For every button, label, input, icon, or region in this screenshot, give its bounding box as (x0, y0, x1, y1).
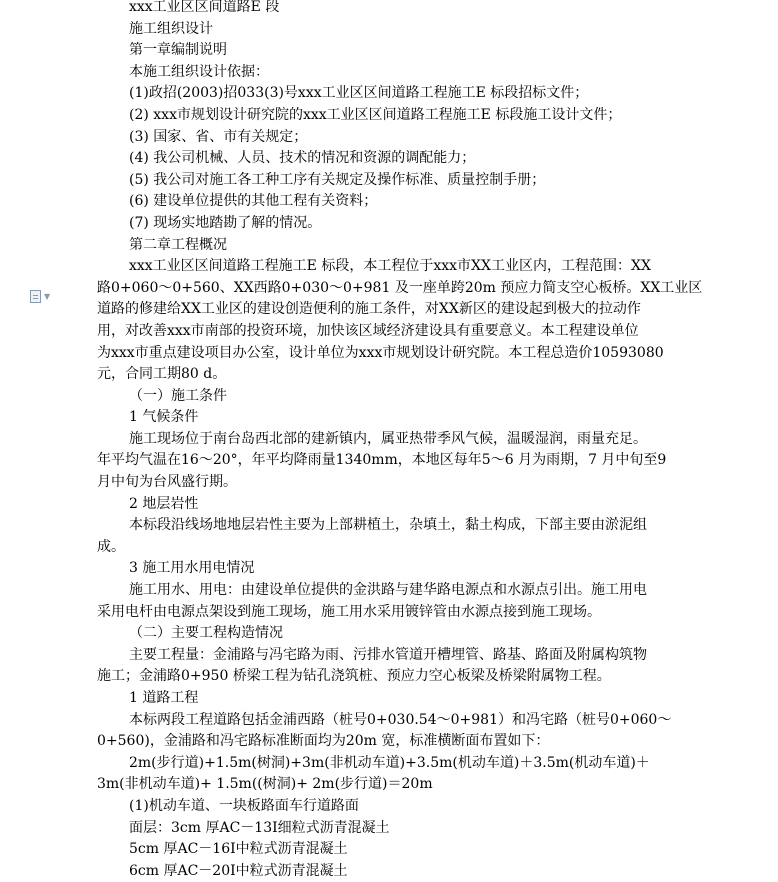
document-body (97, 0, 717, 882)
text-line: 第二章工程概况 (129, 236, 227, 253)
text-line: （二）主要工程构造情况 (129, 625, 283, 642)
text-line: 6cm 厚AC－20Ⅰ中粒式沥青混凝土 (129, 862, 348, 879)
text-line: (2) xxx市规划设计研究院的xxx工业区区间道路工程施工E 标段施工设计文件； (129, 106, 622, 123)
text-line: (4) 我公司机械、人员、技术的情况和资源的调配能力； (129, 150, 476, 167)
chevron-down-icon: ▼ (44, 291, 51, 301)
text-line: 第一章编制说明 (129, 42, 227, 59)
text-line: (7) 现场实地踏勘了解的情况。 (129, 214, 322, 231)
text-line: 用，对改善xxx市南部的投资环境，加快该区域经济建设具有重要意义。本工程建设单位 (97, 322, 639, 339)
text-line: 5cm 厚AC－16Ⅰ中粒式沥青混凝土 (129, 841, 348, 858)
text-line: 2 地层岩性 (129, 495, 199, 512)
text-line: 元，合同工期80 d。 (97, 366, 227, 383)
text-line: 1 气候条件 (129, 409, 199, 426)
document-icon (30, 290, 41, 303)
text-line: 本标段沿线场地地层岩性主要为上部耕植土，杂填土，黏土构成，下部主要由淤泥组 (129, 517, 647, 534)
text-line: 0+560)，金浦路和冯宅路标准断面均为20m 宽，标准横断面布置如下： (97, 733, 550, 750)
text-line: (1)机动车道、一块板路面车行道路面 (129, 797, 359, 814)
text-line: 本施工组织设计依据： (129, 63, 269, 80)
text-line: 施工组织设计 (129, 20, 213, 37)
text-line: 2m(步行道)+1.5m(树洞)+3m(非机动车道)+3.5m(机动车道)＋3.5m(机动车道)＋ (129, 754, 650, 771)
paragraph-options-marker[interactable] (30, 290, 50, 303)
text-line: 3 施工用水用电情况 (129, 560, 255, 577)
text-line: xxx工业区区间道路工程施工E 标段，本工程位于xxx市XX工业区内，工程范围：XX (129, 258, 651, 275)
text-line: 施工；金浦路0+950 桥梁工程为钻孔浇筑桩、预应力空心板梁及桥梁附属物工程。 (97, 668, 611, 685)
text-line: 为xxx市重点建设项目办公室，设计单位为xxx市规划设计研究院。本工程总造价10593080 (97, 344, 664, 361)
text-line: 主要工程量：金浦路与冯宅路为雨、污排水管道开槽埋管、路基、路面及附属构筑物 (129, 646, 647, 663)
text-line: (5) 我公司对施工各工种工序有关规定及操作标准、质量控制手册； (129, 171, 546, 188)
text-line: 年平均气温在16～20°，年平均降雨量1340mm，本地区每年5～6 月为雨期，7 月中旬至9 (97, 452, 667, 469)
text-line: 3m(非机动车道)+ 1.5m((树洞)+ 2m(步行道)＝20m (97, 776, 433, 793)
text-line: 采用电杆由电源点架设到施工现场，施工用水采用镀锌管由水源点接到施工现场。 (97, 603, 601, 620)
text-line: 施工现场位于南台岛西北部的建新镇内，属亚热带季风气候，温暖湿润，雨量充足。 (129, 430, 647, 447)
text-line: 1 道路工程 (129, 690, 199, 706)
text-line: 本标两段工程道路包括金浦西路（桩号0+030.54～0+981）和冯宅路（桩号0+060～ (129, 711, 672, 728)
text-line: 成。 (97, 538, 125, 555)
text-line: 月中旬为台风盛行期。 (97, 474, 237, 491)
text-line: 施工用水、用电：由建设单位提供的金洪路与建华路电源点和水源点引出。施工用电 (129, 582, 647, 599)
text-line: 面层：3cm 厚AC－13Ⅰ细粒式沥青混凝土 (129, 819, 390, 836)
text-line: 路0+060～0+560、XX西路0+030～0+981 及一座单跨20m 预应力简支空心板桥。XX工业区 (97, 279, 703, 296)
text-line: （一）施工条件 (129, 387, 227, 404)
text-line: xxx工业区区间道路E 段 (129, 0, 280, 15)
text-line: 道路的修建给XX工业区的建设创造便利的施工条件，对XX新区的建设起到极大的拉动作 (97, 301, 641, 318)
text-line: (6) 建设单位提供的其他工程有关资料； (129, 193, 378, 210)
text-line: (1)政招(2003)招033(3)号xxx工业区区间道路工程施工E 标段招标文件； (129, 85, 589, 102)
text-line: (3) 国家、省、市有关规定； (129, 128, 308, 145)
